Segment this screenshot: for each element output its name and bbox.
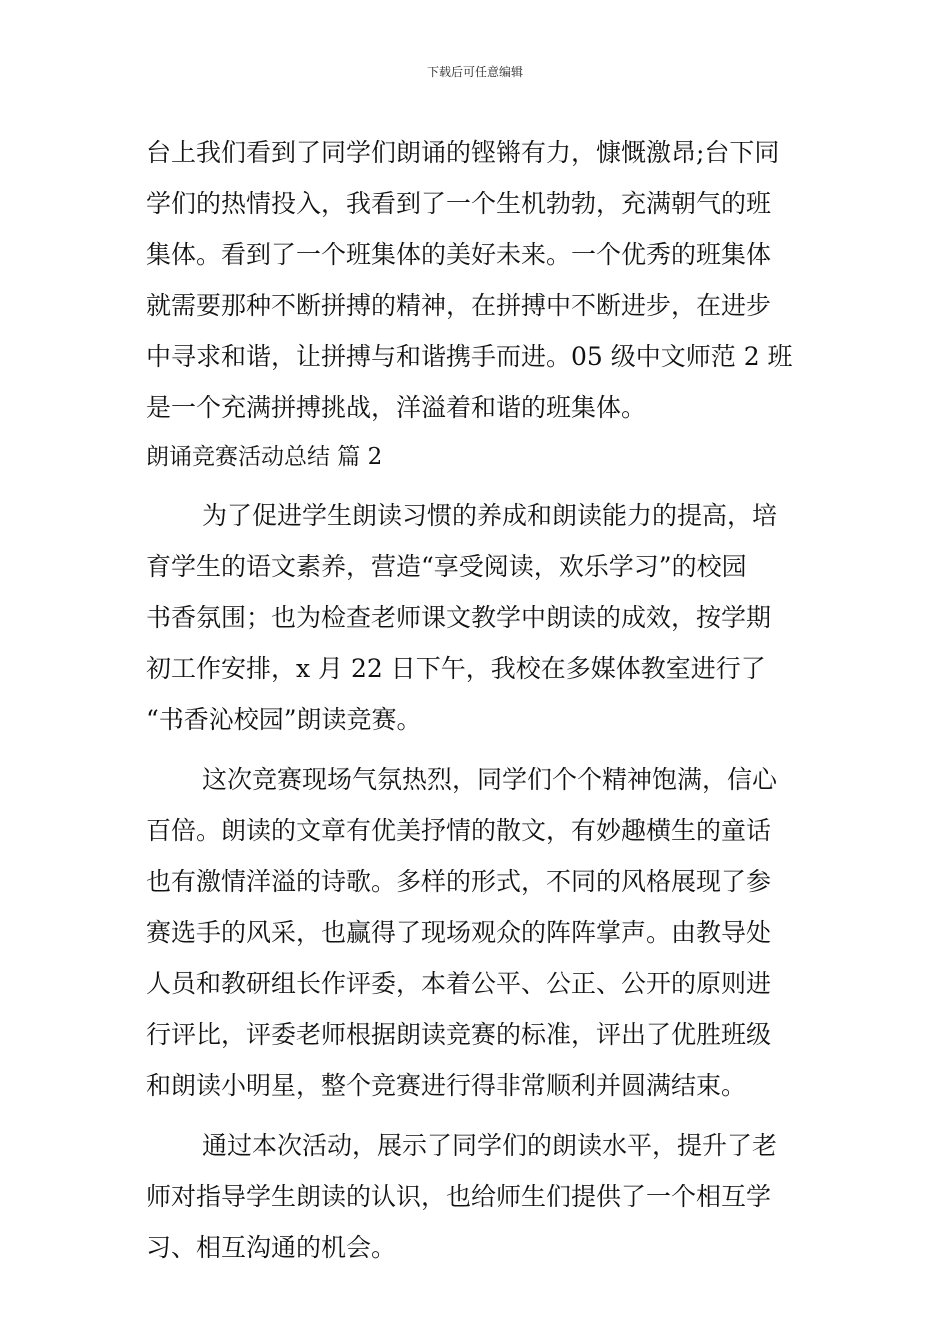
page-header: 下载后可任意编辑 [426, 65, 523, 79]
paragraph [146, 490, 806, 745]
section-heading: 朗诵竞赛活动总结 篇 2 [146, 444, 383, 470]
text-line: 这次竞赛现场气氛热烈，同学们个个精神饱满，信心 [202, 765, 778, 794]
text-line: 习、相互沟通的机会。 [146, 1233, 397, 1262]
text-line: 和朗读小明星，整个竞赛进行得非常顺利并圆满结束。 [146, 1071, 747, 1100]
text-line: 是一个充满拼搏挑战，洋溢着和谐的班集体。 [146, 393, 647, 422]
text-line: 师对指导学生朗读的认识，也给师生们提供了一个相互学 [146, 1182, 772, 1211]
text-line: 就需要那种不断拼搏的精神，在拼搏中不断进步，在进步 [146, 291, 772, 320]
paragraph [146, 1120, 806, 1273]
text-line: 也有激情洋溢的诗歌。多样的形式，不同的风格展现了参 [146, 867, 772, 896]
text-line: 育学生的语文素养，营造“享受阅读，欢乐学习”的校园 [146, 552, 747, 581]
text-line: 书香氛围；也为检查老师课文教学中朗读的成效，按学期 [146, 603, 772, 632]
text-line: 中寻求和谐，让拼搏与和谐携手而进。05 级中文师范 2 班 [146, 342, 793, 371]
text-line: 台上我们看到了同学们朗诵的铿锵有力，慷慨激昂;台下同 [146, 138, 780, 167]
document-body [146, 127, 806, 1273]
text-line: “书香沁校园”朗读竞赛。 [146, 705, 422, 734]
section-continued-text [146, 127, 806, 433]
text-line: 为了促进学生朗读习惯的养成和朗读能力的提高，培 [202, 501, 778, 530]
text-line: 人员和教研组长作评委，本着公平、公正、公开的原则进 [146, 969, 772, 998]
text-line: 学们的热情投入，我看到了一个生机勃勃，充满朝气的班 [146, 189, 772, 218]
text-line: 行评比，评委老师根据朗读竞赛的标准，评出了优胜班级 [146, 1020, 772, 1049]
text-line: 初工作安排，x 月 22 日下午，我校在多媒体教室进行了 [146, 654, 766, 683]
text-line: 赛选手的风采，也赢得了现场观众的阵阵掌声。由教导处 [146, 918, 772, 947]
text-line: 集体。看到了一个班集体的美好未来。一个优秀的班集体 [146, 240, 772, 269]
paragraph [146, 754, 806, 1111]
text-line: 通过本次活动，展示了同学们的朗读水平，提升了老 [202, 1131, 778, 1160]
text-line: 百倍。朗读的文章有优美抒情的散文，有妙趣横生的童话 [146, 816, 772, 845]
